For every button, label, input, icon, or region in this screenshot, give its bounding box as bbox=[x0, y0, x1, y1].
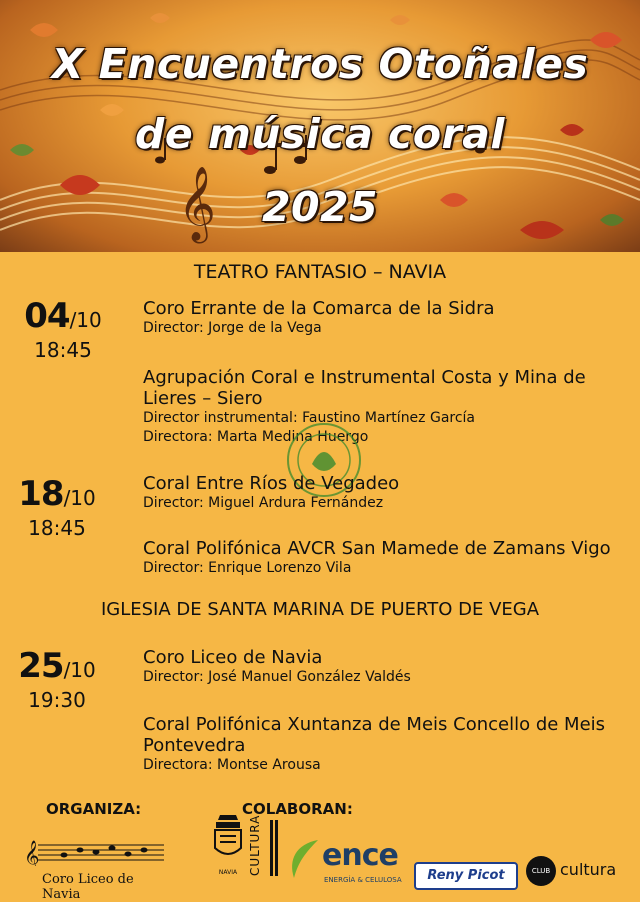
date-day: 18 bbox=[18, 474, 64, 514]
reny-picot-logo: Reny Picot bbox=[414, 862, 518, 890]
header-banner bbox=[0, 0, 640, 252]
date-month: /10 bbox=[63, 658, 96, 682]
choir-entry bbox=[143, 714, 613, 775]
svg-text:𝄞: 𝄞 bbox=[24, 841, 40, 866]
event-time: 18:45 bbox=[34, 338, 92, 362]
choir-entry bbox=[143, 473, 623, 513]
choir-name: Coro Liceo de Navia bbox=[143, 647, 323, 668]
choir-entry bbox=[143, 367, 613, 447]
venue-heading: IGLESIA DE SANTA MARINA DE PUERTO DE VEGA bbox=[100, 599, 540, 620]
cultura-logo-text: cultura bbox=[560, 860, 617, 879]
director-line: Director instrumental: Faustino Martínez García bbox=[143, 410, 476, 426]
colaboran-label: COLABORAN: bbox=[242, 800, 353, 818]
ence-subtext: ENERGÍA & CELULOSA bbox=[324, 876, 402, 884]
date-month: /10 bbox=[63, 486, 96, 510]
director-line: Director: Enrique Lorenzo Vila bbox=[143, 560, 352, 576]
director-line: Directora: Montse Arousa bbox=[143, 757, 321, 773]
ence-text: ence bbox=[322, 838, 398, 873]
choir-name: Agrupación Coral e Instrumental Costa y Mina de Lieres – Siero bbox=[143, 367, 586, 409]
date-block bbox=[2, 474, 112, 540]
date-day: 04 bbox=[24, 296, 70, 336]
choir-entry bbox=[143, 538, 633, 578]
date-month: /10 bbox=[69, 308, 102, 332]
title-line-2: de música coral bbox=[135, 110, 505, 158]
date-day: 25 bbox=[18, 646, 64, 686]
title-line-1: X Encuentros Otoñales bbox=[51, 40, 589, 88]
svg-text:𝄞: 𝄞 bbox=[178, 167, 216, 241]
navia-crest-logo bbox=[208, 814, 248, 876]
cultura-vertical-text: CULTURA bbox=[248, 814, 262, 876]
ence-leaf-icon bbox=[288, 838, 322, 882]
choir-name: Coral Entre Ríos de Vegadeo bbox=[143, 473, 400, 494]
club-circle-logo: CLUB bbox=[526, 856, 556, 886]
choir-name: Coro Errante de la Comarca de la Sidra bbox=[143, 298, 495, 319]
date-block bbox=[2, 646, 112, 712]
music-staff-icon bbox=[24, 840, 166, 866]
director-line: Directora: Marta Medina Huergo bbox=[143, 429, 369, 445]
choir-name: Coral Polifónica Xuntanza de Meis Concello de Meis Pontevedra bbox=[143, 714, 606, 756]
venue-heading: TEATRO FANTASIO – NAVIA bbox=[193, 261, 447, 283]
choir-entry bbox=[143, 647, 623, 687]
event-time: 18:45 bbox=[28, 516, 86, 540]
navia-text: NAVIA bbox=[218, 869, 238, 876]
director-line: Director: Jorge de la Vega bbox=[143, 320, 322, 336]
date-block bbox=[8, 296, 118, 362]
coro-liceo-text: Coro Liceo de Navia bbox=[42, 872, 134, 902]
director-line: Director: Miguel Ardura Fernández bbox=[143, 495, 384, 511]
choir-name: Coral Polifónica AVCR San Mamede de Zamans Vigo bbox=[143, 538, 611, 559]
title-year: 2025 bbox=[261, 183, 379, 231]
event-time: 19:30 bbox=[28, 688, 86, 712]
coro-liceo-logo bbox=[24, 840, 174, 902]
director-line: Director: José Manuel González Valdés bbox=[143, 669, 411, 685]
organiza-label: ORGANIZA: bbox=[46, 800, 142, 818]
cultura-vertical-logo bbox=[248, 814, 284, 880]
crest-icon bbox=[212, 814, 244, 866]
choir-entry bbox=[143, 298, 623, 338]
